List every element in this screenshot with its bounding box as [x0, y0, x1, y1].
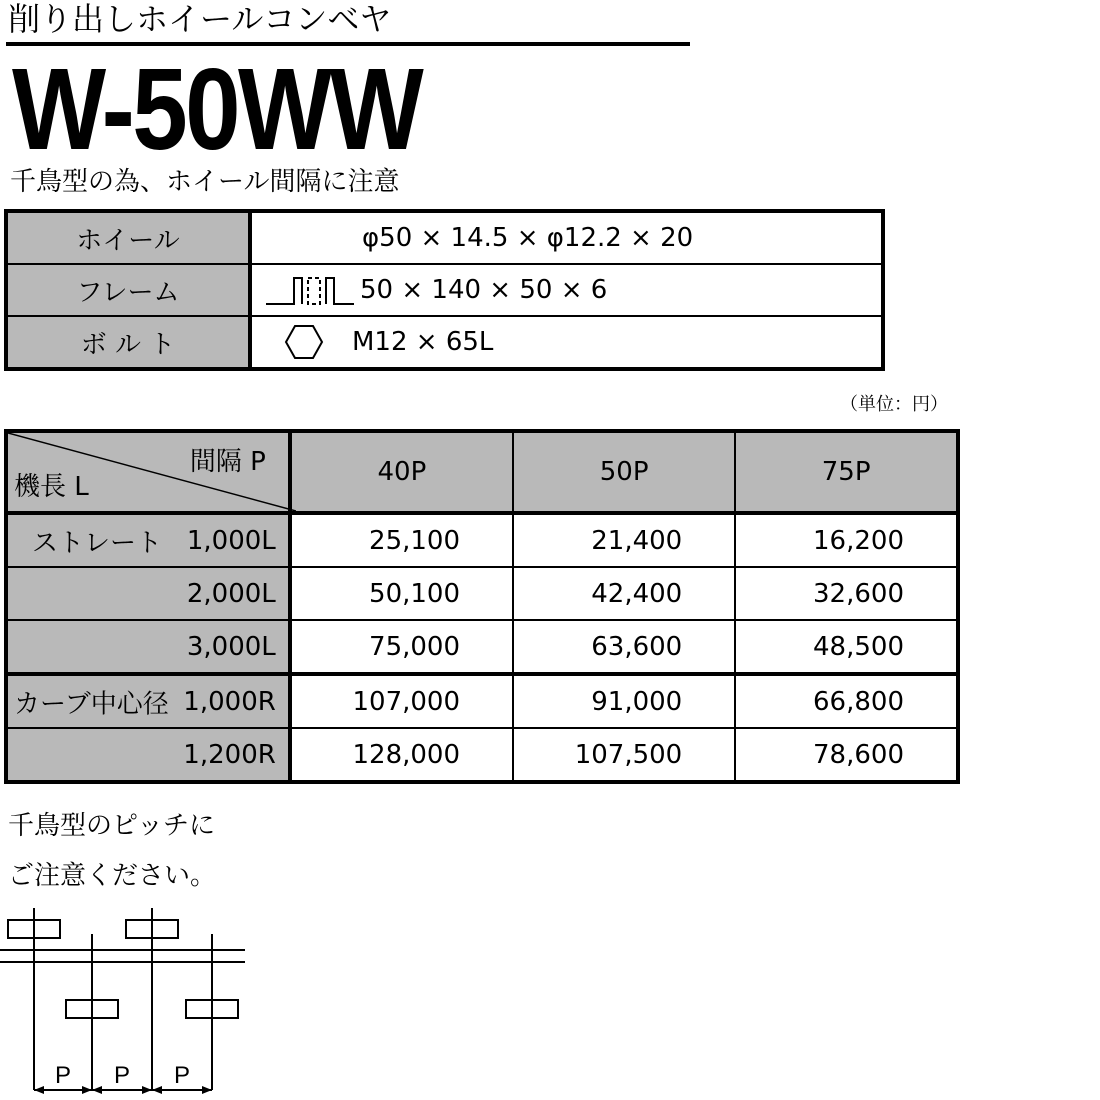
- price-cell: 78,600: [735, 728, 958, 782]
- spec-row-wheel: [6, 211, 883, 264]
- row-length-label: 1,000R: [183, 686, 276, 717]
- dimension-arrow: [202, 1086, 212, 1094]
- corner-interval-label: 間隔 P: [189, 447, 266, 477]
- dimension-arrow: [152, 1086, 162, 1094]
- unit-note: （単位：円）: [840, 394, 948, 415]
- spec-row-bolt: [6, 316, 883, 369]
- spec-value: φ50 × 14.5 × φ12.2 × 20: [362, 223, 694, 253]
- row-length-label: 1,000L: [186, 525, 276, 556]
- pitch-label: P: [173, 1062, 191, 1089]
- pitch-label: P: [113, 1062, 131, 1089]
- price-cell: 42,400: [513, 567, 735, 620]
- spec-row-frame: [6, 264, 883, 316]
- price-cell: 75,000: [290, 620, 513, 674]
- price-cell: 21,400: [513, 513, 735, 567]
- price-header-row: [6, 431, 958, 513]
- model-number: W-50WW: [12, 44, 422, 174]
- table-row: [6, 620, 958, 674]
- column-header: 75P: [735, 431, 958, 513]
- row-length-label: 3,000L: [186, 631, 276, 662]
- dimension-arrow: [34, 1086, 44, 1094]
- price-cell: 107,500: [513, 728, 735, 782]
- dimension-arrow: [82, 1086, 92, 1094]
- price-cell: 25,100: [290, 513, 513, 567]
- stagger-pitch-diagram: [0, 900, 260, 1100]
- column-header: 50P: [513, 431, 735, 513]
- price-cell: 107,000: [290, 674, 513, 728]
- dimension-arrow: [92, 1086, 102, 1094]
- table-row: [6, 674, 958, 728]
- table-row: [6, 567, 958, 620]
- spec-label: フレーム: [6, 264, 250, 316]
- corner-length-label: 機長 L: [14, 472, 89, 502]
- column-header: 40P: [290, 431, 513, 513]
- price-cell: 48,500: [735, 620, 958, 674]
- spec-label: ホイール: [6, 211, 250, 264]
- price-cell: 91,000: [513, 674, 735, 728]
- price-table: [4, 429, 960, 784]
- dimension-arrow: [142, 1086, 152, 1094]
- price-cell: 50,100: [290, 567, 513, 620]
- row-length-label: 1,200R: [183, 739, 276, 770]
- price-cell: 128,000: [290, 728, 513, 782]
- spec-label: ボ ル ト: [6, 316, 250, 369]
- product-category: 削り出しホイールコンベヤ: [8, 0, 392, 38]
- stagger-note: 千鳥型の為、ホイール間隔に注意: [10, 167, 400, 197]
- price-cell: 63,600: [513, 620, 735, 674]
- price-cell: 16,200: [735, 513, 958, 567]
- hexagon-icon: [284, 322, 324, 362]
- spec-value: 50 × 140 × 50 × 6: [360, 275, 608, 305]
- price-cell: 66,800: [735, 674, 958, 728]
- pitch-label: P: [54, 1062, 72, 1089]
- pitch-note-line2: ご注意ください。: [8, 861, 217, 891]
- table-row: [6, 513, 958, 567]
- row-group-label: ストレート: [32, 528, 163, 558]
- row-group-label: カーブ中心径: [14, 689, 169, 719]
- channel-frame-icon: [264, 272, 356, 308]
- spec-table: [4, 209, 885, 371]
- price-cell: 32,600: [735, 567, 958, 620]
- table-corner: [6, 431, 290, 513]
- pitch-note-line1: 千鳥型のピッチに: [8, 811, 215, 841]
- spec-value: M12 × 65L: [352, 327, 494, 357]
- row-length-label: 2,000L: [186, 578, 276, 609]
- table-row: [6, 728, 958, 782]
